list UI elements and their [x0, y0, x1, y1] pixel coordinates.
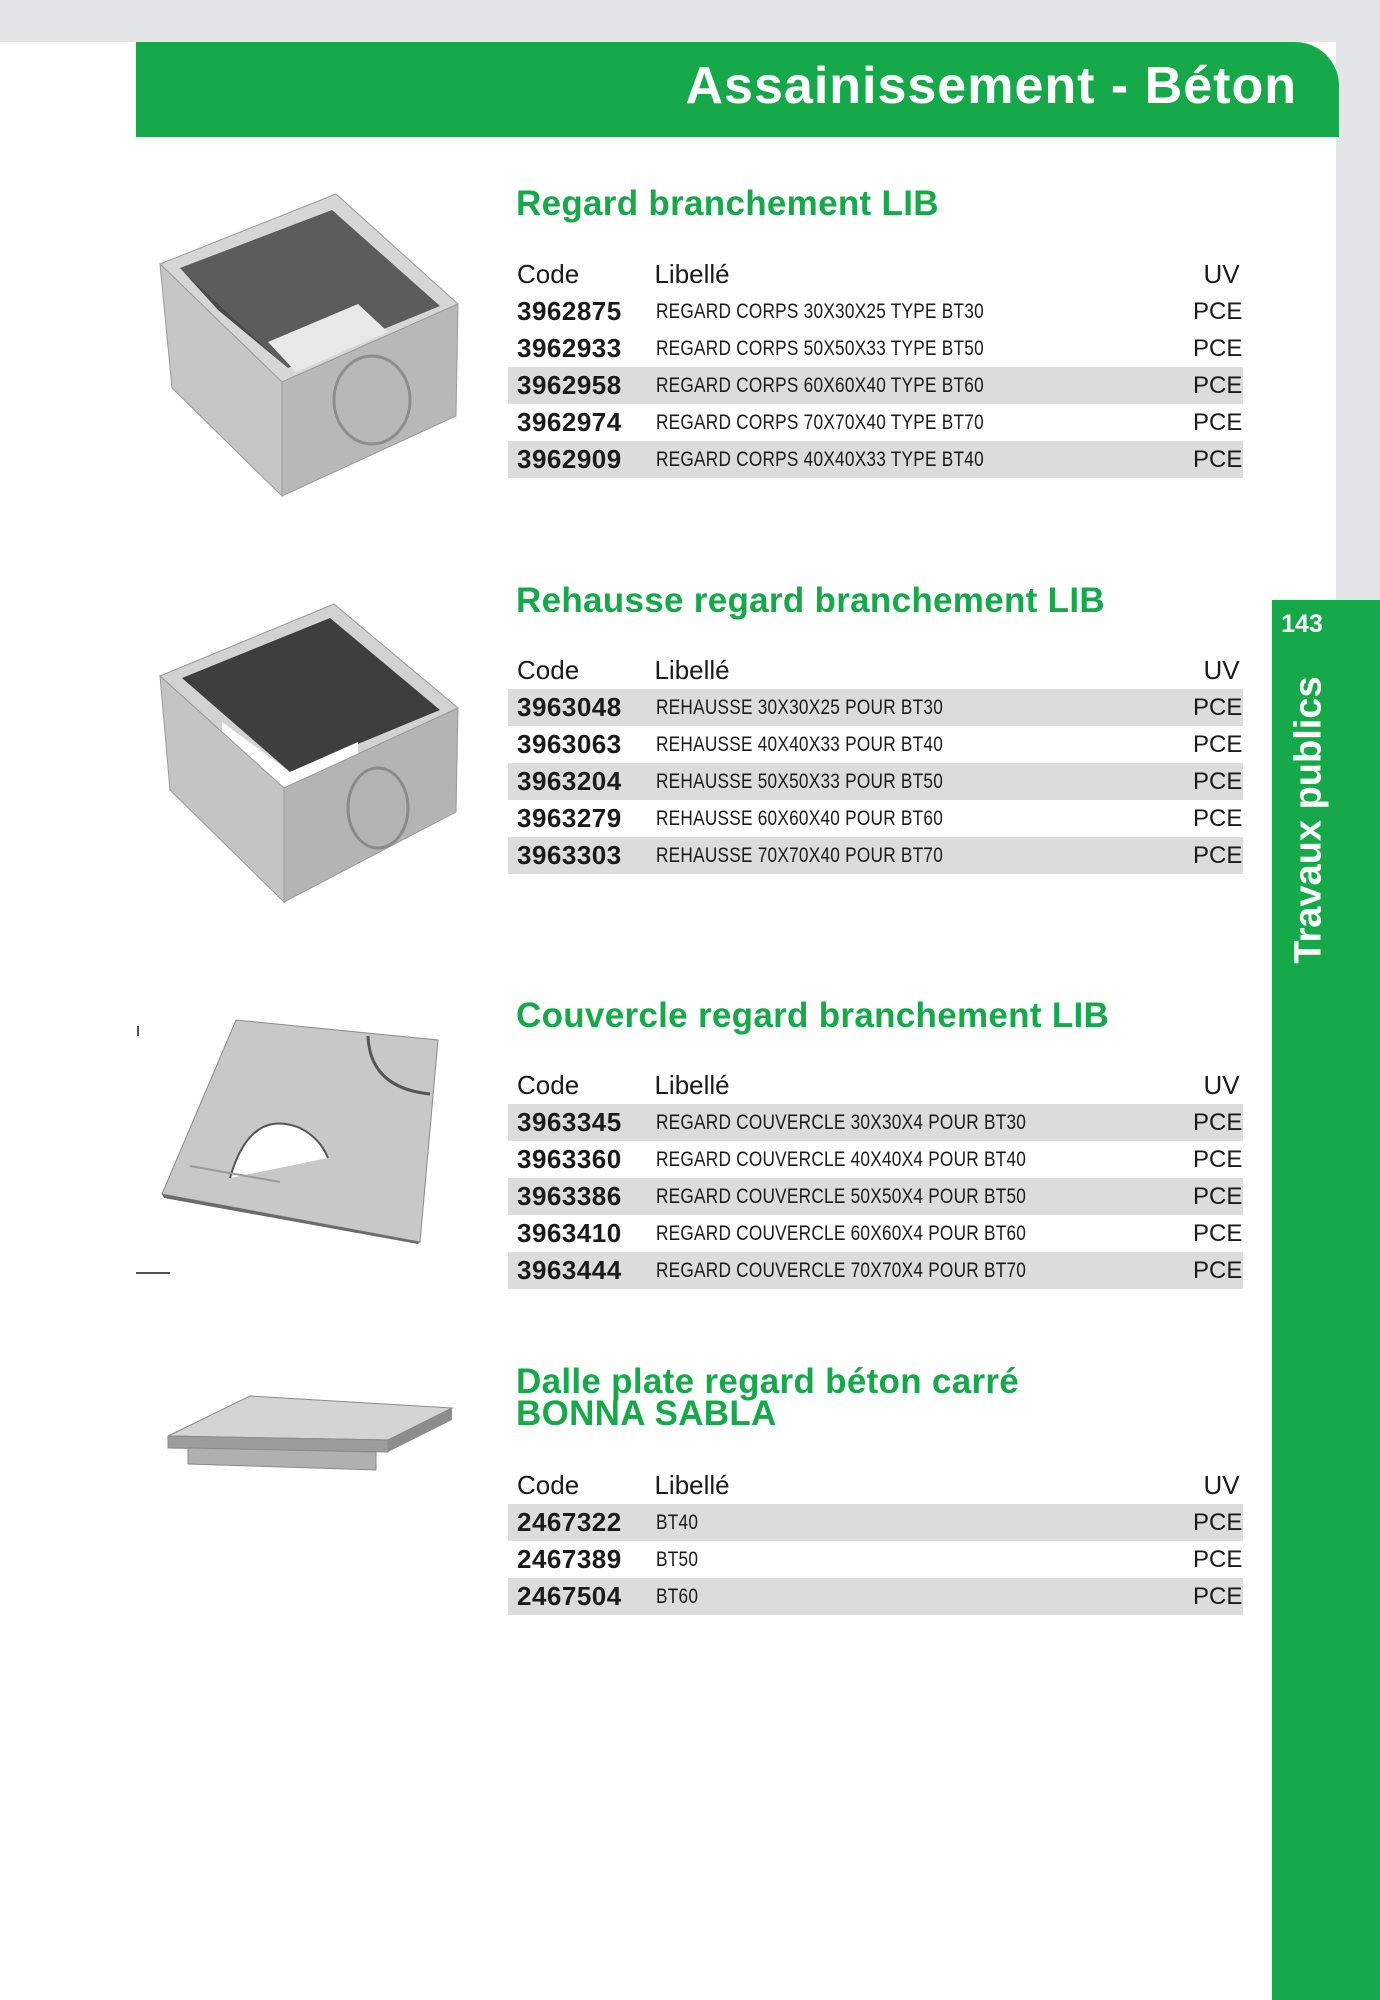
label-cell: BT40 — [656, 1510, 699, 1534]
code-cell: 2467322 — [517, 1507, 622, 1537]
uv-cell: PCE — [1193, 767, 1243, 795]
label-cell: BT60 — [656, 1584, 699, 1608]
uv-cell: PCE — [1193, 1256, 1243, 1284]
header-label: Libellé — [654, 1070, 730, 1100]
section-title-regard: Regard branchement LIB — [516, 184, 939, 223]
uv-cell: PCE — [1193, 445, 1243, 473]
code-cell: 2467504 — [517, 1581, 622, 1611]
label-cell: REGARD COUVERCLE 70X70X4 POUR BT70 — [656, 1258, 1027, 1282]
rehausse-image — [158, 602, 462, 904]
side-tab-label: Travaux publics — [1287, 676, 1330, 964]
table-row — [508, 763, 1243, 800]
table-couvercle — [508, 1067, 1243, 1289]
table-dalle — [508, 1467, 1243, 1615]
label-cell: REGARD COUVERCLE 60X60X4 POUR BT60 — [656, 1221, 1027, 1245]
header-label: Libellé — [654, 1470, 730, 1500]
uv-cell: PCE — [1193, 693, 1243, 721]
code-cell: 3963360 — [517, 1144, 622, 1174]
label-cell: REHAUSSE 40X40X33 POUR BT40 — [656, 732, 944, 756]
label-cell: REHAUSSE 50X50X33 POUR BT50 — [656, 769, 944, 793]
label-cell: REGARD CORPS 30X30X25 TYPE BT30 — [656, 299, 984, 323]
label-cell: REHAUSSE 60X60X40 POUR BT60 — [656, 806, 944, 830]
uv-cell: PCE — [1193, 408, 1243, 436]
table-row — [508, 1252, 1243, 1289]
header-label: Libellé — [654, 655, 730, 685]
label-cell: REGARD COUVERCLE 50X50X4 POUR BT50 — [656, 1184, 1027, 1208]
table-header — [508, 652, 1243, 689]
table-row — [508, 404, 1243, 441]
label-cell: REHAUSSE 30X30X25 POUR BT30 — [656, 695, 944, 719]
code-cell: 3962933 — [517, 333, 622, 363]
dalle-plate-image — [166, 1394, 454, 1474]
table-row — [508, 726, 1243, 763]
code-cell: 3963345 — [517, 1107, 622, 1137]
table-row — [508, 293, 1243, 330]
section-title-dalle — [516, 1362, 1020, 1433]
table-row — [508, 1141, 1243, 1178]
code-cell: 3962974 — [517, 407, 622, 437]
header-uv: UV — [1203, 1070, 1240, 1100]
header-uv: UV — [1203, 1470, 1240, 1500]
table-row — [508, 330, 1243, 367]
code-cell: 3962875 — [517, 296, 622, 326]
code-cell: 3963048 — [517, 692, 622, 722]
table-row — [508, 800, 1243, 837]
uv-cell: PCE — [1193, 1219, 1243, 1247]
image-tick-mark — [136, 1272, 170, 1274]
uv-cell: PCE — [1193, 1182, 1243, 1210]
label-cell: REGARD COUVERCLE 30X30X4 POUR BT30 — [656, 1110, 1027, 1134]
header-code: Code — [517, 1070, 580, 1100]
uv-cell: PCE — [1193, 841, 1243, 869]
table-row — [508, 1178, 1243, 1215]
code-cell: 3963386 — [517, 1181, 622, 1211]
table-row — [508, 1104, 1243, 1141]
uv-cell: PCE — [1193, 804, 1243, 832]
side-tab — [1272, 600, 1380, 2000]
uv-cell: PCE — [1193, 1508, 1243, 1536]
table-row — [508, 1504, 1243, 1541]
uv-cell: PCE — [1193, 1108, 1243, 1136]
uv-cell: PCE — [1193, 371, 1243, 399]
code-cell: 3963410 — [517, 1218, 622, 1248]
code-cell: 3963303 — [517, 840, 622, 870]
uv-cell: PCE — [1193, 1582, 1243, 1610]
uv-cell: PCE — [1193, 1145, 1243, 1173]
table-row — [508, 1541, 1243, 1578]
code-cell: 3963063 — [517, 729, 622, 759]
regard-corps-image — [158, 192, 462, 498]
table-header — [508, 1467, 1243, 1504]
uv-cell: PCE — [1193, 297, 1243, 325]
table-row — [508, 689, 1243, 726]
table-row — [508, 441, 1243, 478]
table-row — [508, 837, 1243, 874]
code-cell: 3963204 — [517, 766, 622, 796]
label-cell: REGARD CORPS 50X50X33 TYPE BT50 — [656, 336, 984, 360]
table-row — [508, 1215, 1243, 1252]
header-code: Code — [517, 259, 580, 289]
header-code: Code — [517, 655, 580, 685]
table-row — [508, 367, 1243, 404]
header-code: Code — [517, 1470, 580, 1500]
table-header — [508, 1067, 1243, 1104]
right-margin-strip — [1336, 0, 1380, 600]
table-regard — [508, 256, 1243, 478]
header-label: Libellé — [654, 259, 730, 289]
code-cell: 3962909 — [517, 444, 622, 474]
table-row — [508, 1578, 1243, 1615]
couvercle-image — [160, 1018, 440, 1244]
label-cell: REHAUSSE 70X70X40 POUR BT70 — [656, 843, 944, 867]
label-cell: REGARD COUVERCLE 40X40X4 POUR BT40 — [656, 1147, 1027, 1171]
code-cell: 3963279 — [517, 803, 622, 833]
top-margin-strip — [0, 0, 1380, 42]
section-title-line: BONNA SABLA — [516, 1394, 777, 1433]
label-cell: REGARD CORPS 60X60X40 TYPE BT60 — [656, 373, 984, 397]
header-band — [136, 42, 1339, 137]
code-cell: 2467389 — [517, 1544, 622, 1574]
label-cell: BT50 — [656, 1547, 699, 1571]
table-rehausse — [508, 652, 1243, 874]
image-tick-mark — [137, 1026, 139, 1036]
table-header — [508, 256, 1243, 293]
page-title: Assainissement - Béton — [685, 57, 1297, 115]
uv-cell: PCE — [1193, 730, 1243, 758]
code-cell: 3963444 — [517, 1255, 622, 1285]
header-uv: UV — [1203, 655, 1240, 685]
page-number: 143 — [1281, 610, 1323, 638]
uv-cell: PCE — [1193, 1545, 1243, 1573]
code-cell: 3962958 — [517, 370, 622, 400]
uv-cell: PCE — [1193, 334, 1243, 362]
header-uv: UV — [1203, 259, 1240, 289]
label-cell: REGARD CORPS 40X40X33 TYPE BT40 — [656, 447, 984, 471]
label-cell: REGARD CORPS 70X70X40 TYPE BT70 — [656, 410, 984, 434]
section-title-rehausse: Rehausse regard branchement LIB — [516, 581, 1105, 620]
section-title-couvercle: Couvercle regard branchement LIB — [516, 996, 1110, 1035]
section-title-line: Dalle plate regard béton carré — [516, 1362, 1020, 1401]
